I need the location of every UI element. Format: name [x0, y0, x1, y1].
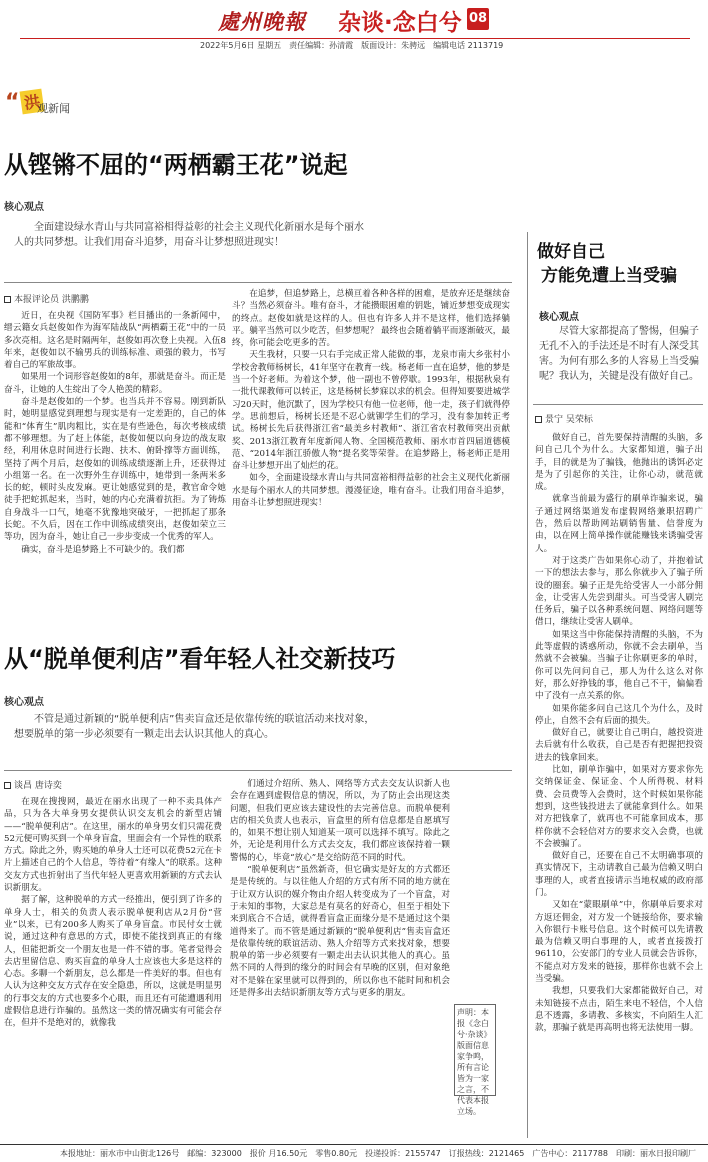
article1-col2-para: 在追梦，但追梦路上，总横亘着各种各样的困难，是放弃还是继续奋斗？当然必须奋斗。唯有奋斗，才能攒眼困难的钥匙，铺近梦想变成现实的终点。赵俊如就是这样的人。但也有许多人并不是这样，他们选择躺平。躺平当然可以少吃苦，但梦想呢？ 最终也会随着躺平而逐渐破灭，最终，你可能会吃更多的苦。: [232, 289, 510, 349]
column-tag-quote: “: [5, 90, 20, 115]
article1-core-label: 核心观点: [4, 202, 44, 213]
sidebar-core-text: 尽管大家都提高了警惕，但骗子无孔不入的手法还是不时有人深受其害。为何有那么多的人容易上当受骗呢？我认为，关键是没有做好自己。: [539, 326, 699, 382]
sidebar-para: 如果这当中你能保持清醒的头脑，不为此等虚假的诱惑所动，你就不会去刷单，当然就不会被骗。当骗子让你刷更多的单时，你可以先问问自己，那人为什么这么对你好，那么好挣钱的事，他自己不干，偏偏看中了没有一点关系的你。: [535, 629, 703, 702]
byline-square-icon: [4, 296, 11, 303]
article1-column-1: [4, 310, 226, 632]
masthead: [0, 0, 708, 48]
sidebar-title: [537, 240, 707, 288]
article1-col2-para: 天生我材，只要一只右手完成正常人能做的事，龙泉市南大乡张村小学校舍教师杨树长，41年坚守在教育一线。杨老师一直在追梦，他的梦是当一个好老师。为着这个梦，他一副也不曾停歇。1993年，根据秋泉有一批代课教师可以转正，这是杨树长梦寐以求的机会。但得知要要进城学习20天时，他沉默了，因为学校只有他一位老师，他一走，孩子们就得停学。思前想后，杨树长还是不忍心就铆学生们的学习，没有参加转正考试。杨树长先后获得浙江省“最美乡村教师”、浙江省农村教师突出贡献奖、2013浙江教育年度新闻人物、全国模范教师、丽水市首四届道德模范、“2014年浙江骄傲人物”提名奖等荣誉。在追梦路上，杨老师正是用奋斗让梦想开出了灿烂的花。: [232, 350, 510, 472]
article2-core-text: 不管是通过新颖的“脱单便利店”售卖盲盒还是依靠传统的联谊活动来找对象，想要脱单的第一步必须要有一颗走出去认识其他人的真心。: [14, 714, 375, 740]
footer-rule: [0, 1144, 708, 1145]
article2-col2-para: “脱单便利店”虽然新奇，但它确实是好友的方式都还是是传统的。与以往他人介绍的方式有所不同的地方就在于让双方认识的媒介物由介绍人转变成为了一个盲盒，对于未知的事物，大家总是有莫名的好奇心，但至于相处下来到底合不合适，就得看盲盒正面缘分是不是通过这个渠道得来了。而不管是通过新颖的“脱单便利店”售卖盲盒还是依靠传统的联谊活动、熟人介绍等方式来找对象，想要脱单的第一步必须要有一颗走出去认识其他人的真心。虽然不同的人得到的缘分的时间会有早晚的区别，但对象绝对不是躲在家里就可以得到的，所以你也不能时间和机会还是得多出去结识新朋友等方式与更多的朋友。: [230, 865, 450, 999]
article2-divider: [4, 770, 512, 771]
sidebar-para: 比如，刷单诈骗中，如果对方要求你先交纳保证金、保证金、个人所得税、材料费、会员费等入会费时，这个时候如果你能想到，这些钱投进去了就能拿到什么。如果对方把钱拿了，就再也不可能拿回成本，那样你就不会轻信对方的要求交入会费，也就不会被骗了。: [535, 765, 703, 849]
article2-col2-para: 们通过介绍所、熟人、网络等方式去交友认识新人也会存在遇到虚假信息的情况，所以，为了防止会出现这类问题，但我们更应该去建设性的去完善信息。而脱单便利店的相关负责人也表示，盲盒里的所有信息都是自愿填写的，如果不想让别人知道某一项可以选择不填写。除此之外，无论是利用什么方式去交友，我们都应该保持着一颗警惕的心，毕竟“放心”是交给防范不同的时代。: [230, 779, 450, 863]
column-tag: [3, 88, 83, 122]
article1-col1-para: 确实，奋斗是追梦路上不可缺少的。我们都: [21, 544, 185, 555]
masthead-rule: [20, 38, 690, 39]
article2-column-2: [230, 778, 450, 1136]
sidebar-core-divider: [533, 404, 703, 405]
column-tag-highlight: 洪: [20, 89, 45, 115]
sidebar-title-line-2: 方能免遭上当受骗: [541, 266, 677, 286]
article1-byline-text: 本报评论员 洪鹏鹏: [14, 295, 89, 305]
sidebar-para: 又如在“蒙眼刷单”中，你刷单后要求对方返还佣金，对方发一个链接给你，要求输入你银行卡账号信息。这个时候可以先请教最为信赖又明白事理的人，或者直接拨打96110，公安部门的专业人员就会告诉你，不能点对方发来的链接，那样你也就不会上当受骗。: [535, 900, 703, 985]
sidebar-para: 如果你能多问自己这几个为什么，及时停止，自然不会有后面的损失。: [535, 703, 703, 726]
article2-core-label: 核心观点: [4, 697, 44, 708]
footer-info: 本报地址：丽水市中山街北126号 邮编：323000 报价 月16.50元 零售0.80元 投递投诉：2155747 订报热线：2121465 广告中心：2117788 印刷：丽水日报印刷厂: [60, 1149, 696, 1158]
article1-core-text: 全面建设绿水青山与共同富裕相得益彰的社会主义现代化新丽水是每个丽水人的共同梦想。让我们用奋斗追梦，用奋斗让梦想照进现实！: [14, 222, 364, 248]
sidebar-title-line-1: 做好自己: [537, 242, 605, 262]
sidebar-para: 对于这类广告如果你心动了，并抱着试一下的想法去参与，那么你就步入了骗子所设的圈套。骗子正是先给受害人一小部分佣金，让受害人先尝到甜头。可当受害人刷完任务后，骗子以各种系统问题、网络问题等借口，继续让受害人刷单。: [535, 555, 703, 628]
sidebar-core-label: 核心观点: [539, 312, 579, 323]
article2-byline: [4, 778, 62, 791]
article1-col2-para: 如今，全面建设绿水青山与共同富裕相得益彰的社会主义现代化新丽水是每个丽水人的共同梦想。漫漫征途，唯有奋斗。让我们用奋斗追梦，用奋斗让梦想照进现实！: [232, 473, 510, 509]
article2-col1-para: 据了解，这种脱单的方式一经推出，便引到了许多的单身人士，相关的负责人表示脱单便利店从2月份“营业”以来，已有200多人购买了单身盲盒。市民付女士就说，通过这种有意思的方式，即使不能找到真正的有缘人，但能把新交一个朋友也是一件不错的事。笔者觉得会去店里留信息、购买盲盒的单身人士应该也大多是这样的心态。多聊一个新朋友，总么都是一件美好的事。但也有人认为这种交友方式存在安全隐患，所以，这就是明显男的行事交友的方式也要多个心眼，而且还有可能遭遇利用虚假信息进行诈骗的。虽然这一类的情况确实有可能会存在，但并不是绝对的，就像我: [4, 895, 222, 1029]
sidebar-para: 我想，只要我们大家都能做好自己，对未知链接不点击，陌生来电不轻信，个人信息不透露，多请教、多核实，不向陌生人汇款，那骗子就是再高明也将无法使用一脚。: [535, 986, 703, 1034]
masthead-info-line: 2022年5月6日 星期五 责任编辑：孙清霞 版面设计：朱骋远 编辑电话 2113719: [200, 41, 504, 50]
article2-byline-text: 谈昌 唐诗奕: [14, 781, 62, 791]
article1-col1-para: 奋斗是赵俊如的一个梦。也当兵并不容易。刚到新队时，她明显感觉到理想与现实是有一定差距的，自己的体能和“体育生”肌肉粗比，实在是有些逊色，每次考核成绩都不够理想。为了赶上体能，赵俊如便以向身边的战友取经，利用休息时间进行长跑、扶木、俯卧撑等方面训练，坚持了两个月后，赵俊如的训练成绩逐渐上升，还获得过小组第一名。在一次野外生存训练中，她带到一条两米多长的蛇，顿时头皮发麻。更让她感觉到的是，教官命令她徒手把蛇抓起来，当时，她的内心充满着抗拒。为了铸炼自身战斗一口气，她毫不犹豫地突破牙，一把抓起了那条长蛇。不久后，因在工作中训练成绩突出，赵俊如荣立三等功，因为奋斗，她让自己一步步变成一个优秀的军人。: [4, 397, 226, 543]
disclaimer-notice: 声明：本报《念白兮·杂谈》版面信息家争鸣，所有言论皆为一家之言，不代表本报立场。: [454, 1004, 496, 1096]
article2-title: 从“脱单便利店”看年轻人社交新技巧: [4, 645, 396, 673]
sidebar-byline: [535, 412, 593, 425]
sidebar-body: [535, 432, 703, 1138]
paper-name: 處州晚報: [218, 9, 306, 34]
article1-col1-para: 近日，在央视《国防军事》栏目播出的一条新闻中，缙云籍女兵赵俊如作为海军陆战队“两栖霸王花”中的一员多次亮相。这名是时隔两年，赵俊如再次登上央视。入伍8年来，赵俊如以不输男兵的训练标准、顽强的毅力，书写着自己的军旅故事。: [4, 311, 226, 371]
article1-column-2: [232, 288, 510, 633]
sidebar-byline-text: 景宁 吴荣标: [545, 415, 593, 425]
sidebar-divider: [527, 232, 528, 1138]
article2-column-1: [4, 796, 222, 1136]
sidebar-para: 做好自己，就要让自己明白，越投资进去后就有什么收获，自己是否有把握把投资进去的钱拿回来。: [535, 728, 703, 763]
article1-divider: [4, 282, 512, 283]
column-tag-label: 观新闻: [37, 102, 70, 115]
byline-square-icon: [4, 782, 11, 789]
article1-byline: [4, 292, 89, 305]
sidebar-para: 做好自己，首先要保持清醒的头脑，多问自己几个为什么。大家都知道，骗子出手，目的就是为了骗钱，他抛出的诱饵必定是为了引起你的关注，让你心动，就范就成。: [535, 433, 703, 493]
article1-title: 从铿锵不屈的“两栖霸王花”说起: [4, 151, 348, 179]
sidebar-para: 就拿当前最为盛行的刷单诈骗来说，骗子通过网络渠道发布虚假网络兼职招聘广告，然后以帮助网站刷销售量、信誉度为由，以在网上简单操作就能赚钱来诱骗受害人。: [535, 494, 703, 554]
article1-col1-para: 如果用一个词形容赵俊如的8年，那就是奋斗。而正是奋斗，让她的人生绽出了令人艳羡的精彩。: [4, 372, 226, 395]
page-number-badge: 08: [467, 8, 489, 30]
article2-col1-para: 在现在搜搜网，最近在丽水出现了一种不卖具体产品，只为各大单身男女提供认识交友机会的新型店铺——“脱单便利店”。在这里，丽水的单身男女们只需花费52元便可购买到一个单身盲盒，里面会有一个异性的联系方式。除此之外，购买她的单身人士还可以花费52元在卡片上描述自己的个人信息，等待着“有缘人”的联系。这种交友方式也折射出了当代年轻人更喜欢用新颖的方式去认识新朋友。: [4, 797, 222, 894]
section-title: 杂谈·念白兮: [338, 10, 462, 36]
byline-square-icon: [535, 416, 542, 423]
sidebar-para: 做好自己，还要在自己不太明确事项的真实情况下，主动请教自己最为信赖又明白事理的人，或者直接请示当地权威的政府部门。: [535, 851, 703, 898]
